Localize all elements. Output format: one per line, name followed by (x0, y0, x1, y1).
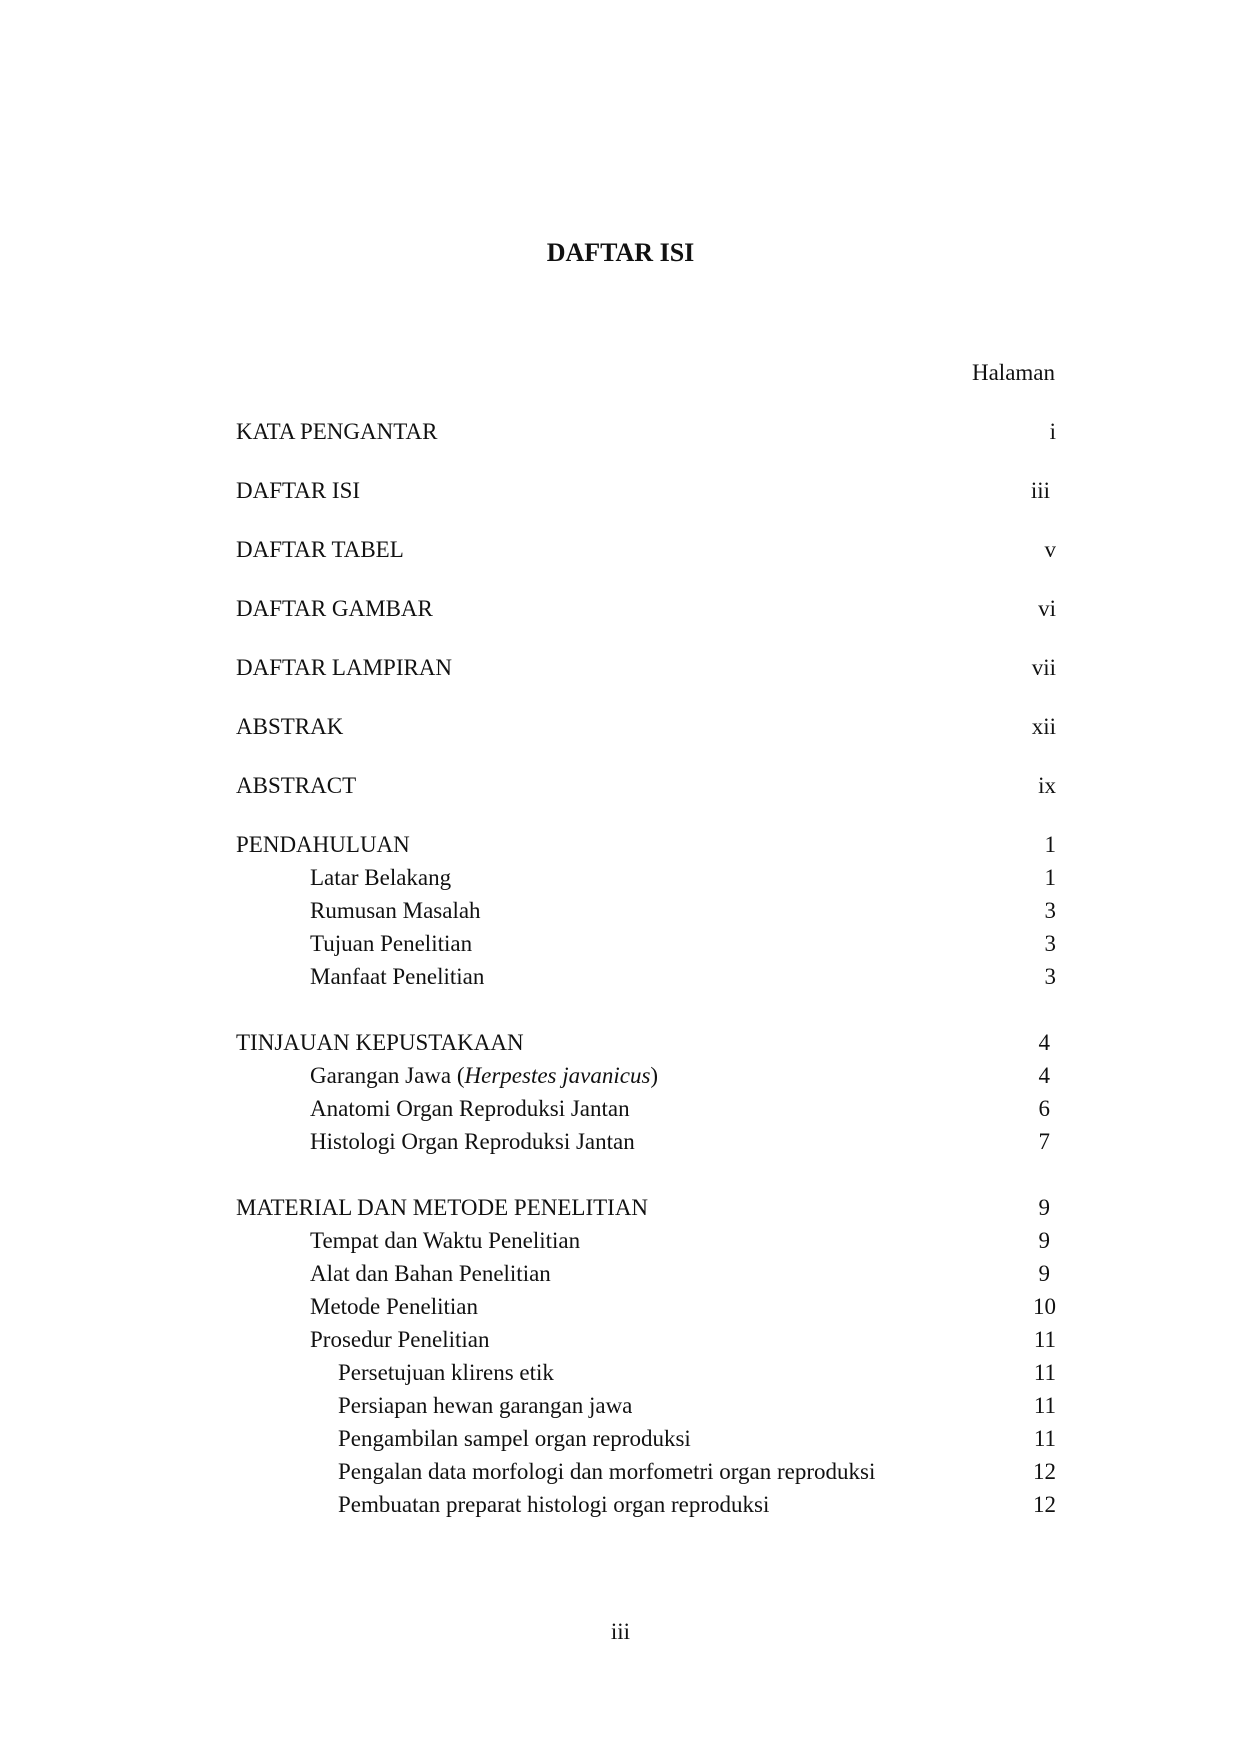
toc-entry-label: ABSTRAK (236, 714, 344, 739)
toc-entry-page: 9 (1038, 1195, 1050, 1220)
toc-entry-label: PENDAHULUAN (236, 832, 410, 857)
page-column-header: Halaman (971, 360, 1055, 385)
toc-entry-label: ABSTRACT (236, 773, 357, 798)
toc-subentry-manfaat-penelitian[interactable] (236, 960, 1056, 993)
toc-subsubentry-klirens-etik[interactable] (236, 1356, 1056, 1389)
toc-entry-kata-pengantar[interactable] (236, 415, 1056, 448)
toc-entry-abstract[interactable] (236, 769, 1056, 802)
toc-entry-daftar-lampiran[interactable] (236, 651, 1056, 684)
toc-entry-abstrak[interactable] (236, 710, 1056, 743)
toc-entry-material-metode[interactable] (236, 1191, 1056, 1224)
toc-subentry-prosedur-penelitian[interactable] (236, 1323, 1056, 1356)
toc-entry-page: 6 (1038, 1096, 1050, 1121)
toc-entry-label: Alat dan Bahan Penelitian (310, 1261, 551, 1286)
toc-entry-label: Rumusan Masalah (310, 898, 481, 923)
toc-entry-label: TINJAUAN KEPUSTAKAAN (236, 1030, 524, 1055)
toc-subsubentry-pembuatan-preparat[interactable] (236, 1488, 1056, 1521)
toc-subentry-garangan-jawa[interactable] (236, 1059, 1056, 1092)
toc-entry-label: Pembuatan preparat histologi organ reproduksi (338, 1492, 770, 1517)
toc-entry-daftar-isi[interactable] (236, 474, 1056, 507)
toc-entry-page: 11 (1033, 1360, 1056, 1385)
toc-entry-page: 1 (1044, 832, 1056, 857)
toc-entry-daftar-gambar[interactable] (236, 592, 1056, 625)
toc-entry-page: 3 (1044, 931, 1056, 956)
toc-entry-tinjauan-kepustakaan[interactable] (236, 1026, 1056, 1059)
toc-entry-page: 9 (1038, 1228, 1050, 1253)
toc-entry-label: DAFTAR GAMBAR (236, 596, 433, 621)
toc-entry-label: Prosedur Penelitian (310, 1327, 490, 1352)
toc-subsubentry-persiapan-hewan[interactable] (236, 1389, 1056, 1422)
toc-entry-page: xii (1031, 714, 1056, 739)
toc-entry-label: Persiapan hewan garangan jawa (338, 1393, 633, 1418)
toc-entry-page: i (1049, 419, 1056, 444)
toc-entry-label: MATERIAL DAN METODE PENELITIAN (236, 1195, 649, 1220)
toc-entry-page: vi (1038, 596, 1056, 621)
toc-entry-label: Manfaat Penelitian (310, 964, 485, 989)
toc-entry-label: DAFTAR ISI (236, 478, 361, 503)
toc-subentry-histologi[interactable] (236, 1125, 1056, 1158)
toc-entry-page: ix (1038, 773, 1056, 798)
page-title: DAFTAR ISI (546, 238, 695, 267)
toc-entry-page: 10 (1033, 1294, 1056, 1319)
toc-entry-label: DAFTAR LAMPIRAN (236, 655, 453, 680)
toc-subentry-tujuan-penelitian[interactable] (236, 927, 1056, 960)
toc-subsubentry-pengalan-data[interactable] (236, 1455, 1056, 1488)
toc-entry-label: Latar Belakang (310, 865, 452, 890)
toc-entry-page: 3 (1044, 898, 1056, 923)
toc-entry-label: Histologi Organ Reproduksi Jantan (310, 1129, 635, 1154)
toc-entry-pendahuluan[interactable] (236, 828, 1056, 861)
toc-entry-label: Metode Penelitian (310, 1294, 478, 1319)
toc-entry-label: DAFTAR TABEL (236, 537, 404, 562)
toc-entry-page: iii (1030, 478, 1050, 503)
toc-entry-page: 4 (1038, 1063, 1050, 1088)
toc-subentry-tempat-waktu[interactable] (236, 1224, 1056, 1257)
toc-subentry-alat-bahan[interactable] (236, 1257, 1056, 1290)
toc-subentry-metode-penelitian[interactable] (236, 1290, 1056, 1323)
toc-entry-label: Persetujuan klirens etik (338, 1360, 554, 1385)
toc-entry-page: 4 (1038, 1030, 1050, 1055)
toc-entry-label: Pengalan data morfologi dan morfometri organ reproduksi (338, 1459, 876, 1484)
toc-entry-page: 11 (1033, 1393, 1056, 1418)
toc-entry-label: Garangan Jawa (Herpestes javanicus) (310, 1063, 659, 1088)
toc-entry-page: 12 (1033, 1459, 1056, 1484)
toc-entry-page: 3 (1044, 964, 1056, 989)
toc-entry-label: Anatomi Organ Reproduksi Jantan (310, 1096, 630, 1121)
toc-entry-label: Tempat dan Waktu Penelitian (310, 1228, 581, 1253)
toc-entry-label: Tujuan Penelitian (310, 931, 473, 956)
toc-subsubentry-pengambilan-sampel[interactable] (236, 1422, 1056, 1455)
toc-entry-page: 12 (1033, 1492, 1056, 1517)
toc-entry-page: 7 (1038, 1129, 1050, 1154)
toc-entry-page: 1 (1044, 865, 1056, 890)
toc-entry-page: 9 (1038, 1261, 1050, 1286)
toc-entry-daftar-tabel[interactable] (236, 533, 1056, 566)
toc-subentry-rumusan-masalah[interactable] (236, 894, 1056, 927)
toc-subentry-latar-belakang[interactable] (236, 861, 1056, 894)
toc-entry-page: vii (1031, 655, 1056, 680)
toc-entry-page: 11 (1033, 1327, 1056, 1352)
toc-entry-label: Pengambilan sampel organ reproduksi (338, 1426, 691, 1451)
toc-entry-page: v (1044, 537, 1056, 562)
toc-entry-page: 11 (1033, 1426, 1056, 1451)
table-of-contents (236, 415, 1056, 1521)
toc-subentry-anatomi[interactable] (236, 1092, 1056, 1125)
page-number: iii (610, 1619, 631, 1644)
toc-entry-label: KATA PENGANTAR (236, 419, 438, 444)
